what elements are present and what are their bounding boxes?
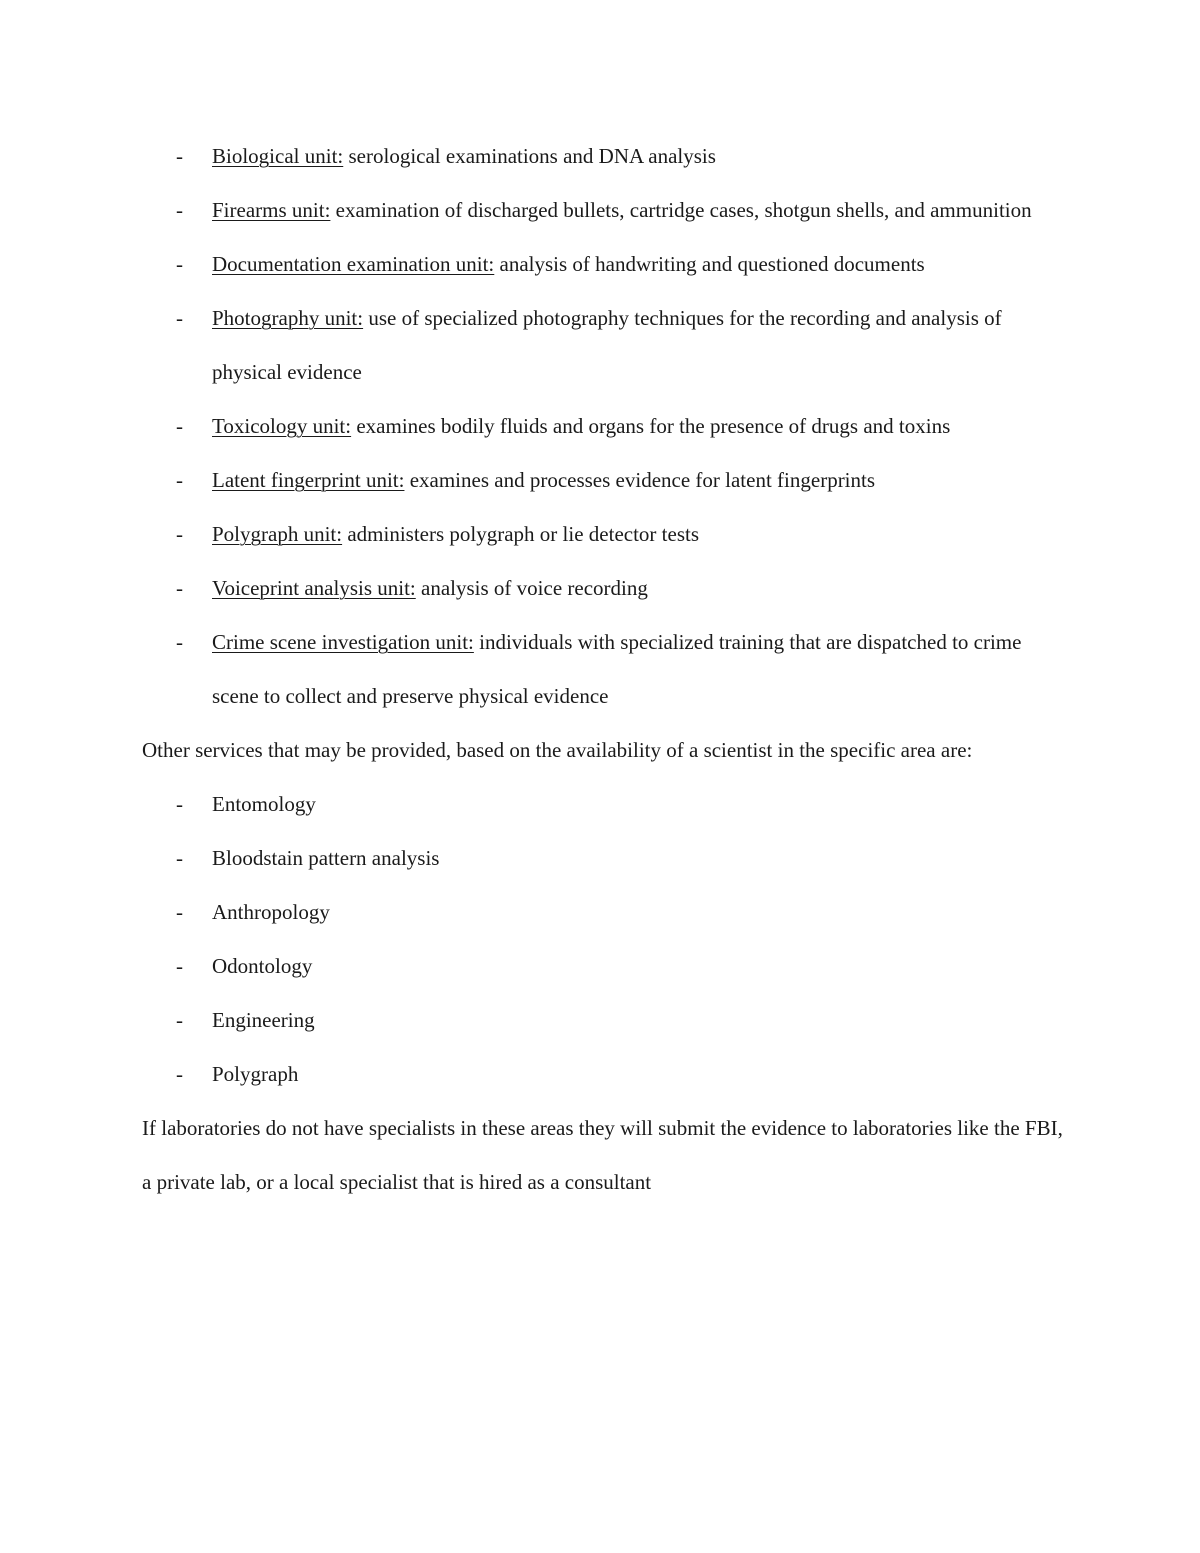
list-item [142, 507, 1072, 561]
list-item [142, 939, 1072, 993]
list-item [142, 399, 1072, 453]
bullet-dash: - [176, 144, 183, 168]
bullet-dash: - [176, 846, 183, 870]
unit-term: Crime scene investigation unit: [212, 630, 474, 654]
service-name: Odontology [212, 954, 313, 978]
service-name: Engineering [212, 1008, 315, 1032]
unit-description: examines and processes evidence for latent fingerprints [409, 468, 876, 492]
unit-term: Latent fingerprint unit: [212, 468, 405, 492]
list-item [142, 291, 1072, 399]
unit-description: serological examinations and DNA analysis [348, 144, 716, 168]
list-item [142, 183, 1072, 237]
bullet-dash: - [176, 792, 183, 816]
unit-description: analysis of handwriting and questioned documents [499, 252, 925, 276]
bullet-dash: - [176, 576, 183, 600]
list-item [142, 453, 1072, 507]
unit-term: Biological unit: [212, 144, 344, 168]
bullet-dash: - [176, 630, 183, 654]
unit-description: examination of discharged bullets, cartridge cases, shotgun shells, and ammunition [335, 198, 1032, 222]
closing-paragraph: If laboratories do not have specialists in these areas they will submit the evidence to laboratories like the FBI, a private lab, or a local specialist that is hired as a consultant [142, 1116, 1063, 1194]
other-services-intro: Other services that may be provided, based on the availability of a scientist in the specific area are: [142, 738, 973, 762]
bullet-dash: - [176, 198, 183, 222]
list-item [142, 1047, 1072, 1101]
unit-description: use of specialized photography techniques for the recording and analysis of physical evidence [212, 306, 1002, 384]
list-item [142, 993, 1072, 1047]
list-item [142, 615, 1072, 723]
bullet-dash: - [176, 522, 183, 546]
list-item [142, 561, 1072, 615]
service-name: Polygraph [212, 1062, 299, 1086]
list-item [142, 237, 1072, 291]
unit-term: Firearms unit: [212, 198, 331, 222]
bullet-dash: - [176, 414, 183, 438]
list-item [142, 777, 1072, 831]
service-name: Bloodstain pattern analysis [212, 846, 440, 870]
unit-description: administers polygraph or lie detector tests [347, 522, 700, 546]
unit-term: Photography unit: [212, 306, 364, 330]
unit-term: Polygraph unit: [212, 522, 343, 546]
unit-term: Toxicology unit: [212, 414, 352, 438]
bullet-dash: - [176, 1062, 183, 1086]
bullet-dash: - [176, 900, 183, 924]
other-services-list [142, 777, 1072, 1101]
unit-description: examines bodily fluids and organs for the presence of drugs and toxins [356, 414, 951, 438]
unit-description: analysis of voice recording [421, 576, 648, 600]
service-name: Entomology [212, 792, 316, 816]
unit-term: Voiceprint analysis unit: [212, 576, 416, 600]
service-name: Anthropology [212, 900, 330, 924]
list-item [142, 831, 1072, 885]
unit-term: Documentation examination unit: [212, 252, 495, 276]
bullet-dash: - [176, 306, 183, 330]
list-item [142, 129, 1072, 183]
unit-description: individuals with specialized training that are dispatched to crime scene to collect and preserve physical evidence [212, 630, 1022, 708]
bullet-dash: - [176, 468, 183, 492]
bullet-dash: - [176, 954, 183, 978]
list-item [142, 885, 1072, 939]
bullet-dash: - [176, 252, 183, 276]
document-body [142, 129, 1072, 1209]
lab-units-list [142, 129, 1072, 723]
bullet-dash: - [176, 1008, 183, 1032]
